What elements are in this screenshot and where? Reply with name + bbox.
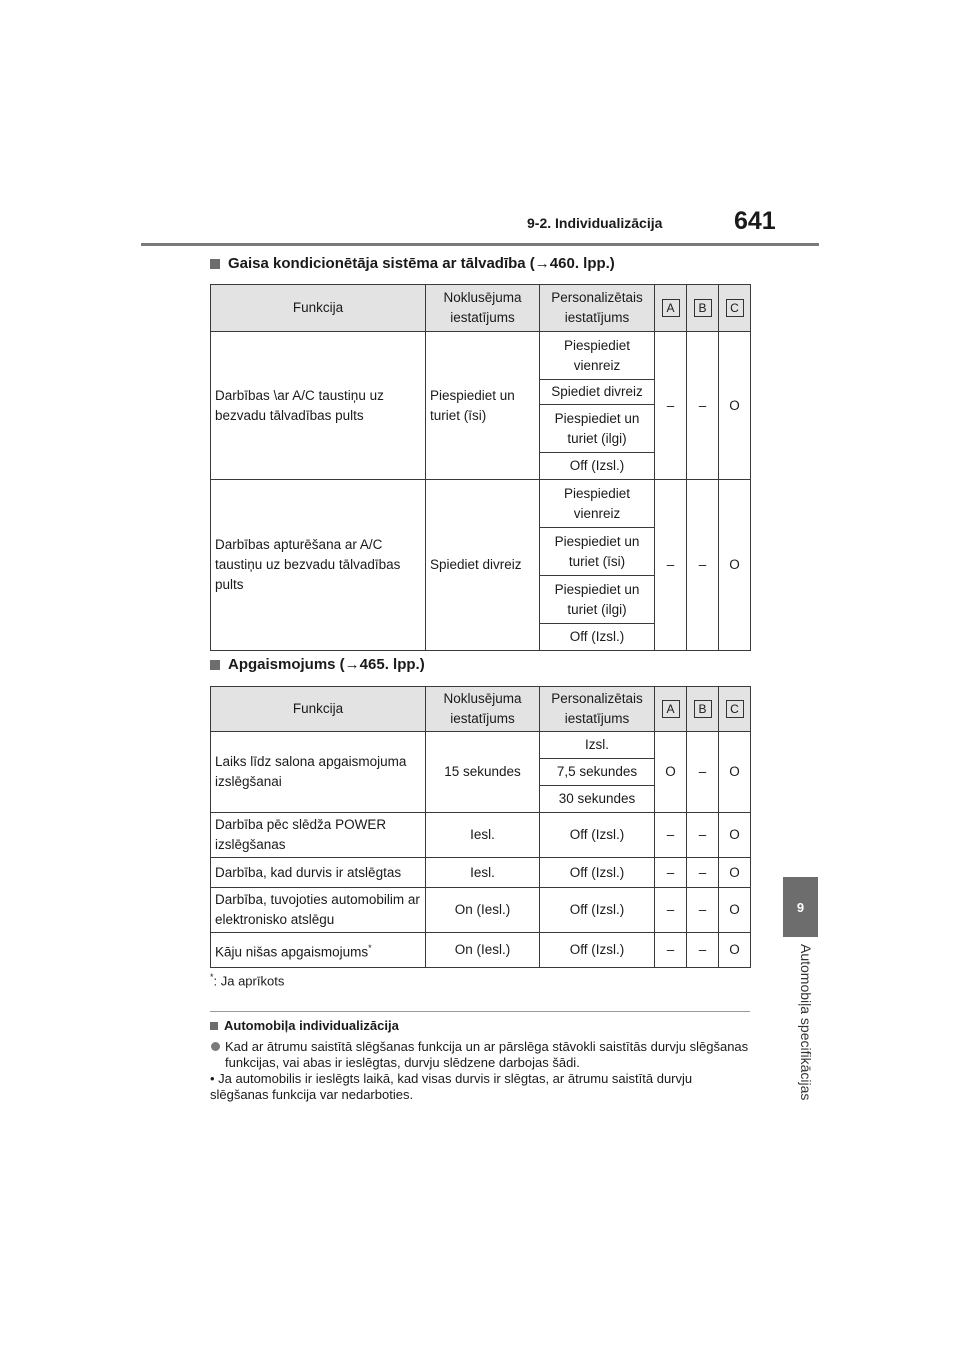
section-header: 9-2. Individualizācija	[527, 215, 663, 231]
a-cell: –	[655, 813, 687, 858]
header-a-label: A	[662, 299, 680, 317]
c-cell: O	[719, 332, 751, 480]
info-bullet-text: Kad ar ātrumu saistītā slēgšanas funkcija un ar pārslēga stāvokli saistītās durvju slēgšanas funkcijas, vai abas ir ieslēgtas, durvju slēdzene darbojas šādi.	[225, 1039, 749, 1070]
square-bullet-icon	[210, 1022, 218, 1030]
c-cell: O	[719, 732, 751, 813]
a-cell: –	[655, 933, 687, 968]
custom-cell: Off (Izsl.)	[540, 933, 655, 968]
option-cell: Spiediet divreiz	[540, 380, 655, 405]
b-cell: –	[687, 332, 719, 480]
custom-cell: Off (Izsl.)	[540, 813, 655, 858]
function-text: Kāju nišas apgaismojums	[215, 944, 369, 960]
section2-title	[210, 656, 425, 673]
header-b	[687, 285, 719, 332]
default-cell: On (Iesl.)	[426, 888, 540, 933]
option-cell: Izsl.	[540, 732, 655, 759]
header-rule	[141, 243, 819, 246]
c-cell: O	[719, 888, 751, 933]
option-cell: Piespiediet vienreiz	[540, 480, 655, 528]
header-custom: Personalizētais iestatījums	[540, 285, 655, 332]
info-bullet	[210, 1039, 750, 1071]
c-cell: O	[719, 813, 751, 858]
option-cell: Piespiediet vienreiz	[540, 332, 655, 380]
default-cell: On (Iesl.)	[426, 933, 540, 968]
function-cell: Darbība, tuvojoties automobilim ar elektronisko atslēgu	[211, 888, 426, 933]
header-b-label: B	[694, 299, 712, 317]
default-cell: Piespiediet un turiet (īsi)	[426, 332, 540, 480]
b-cell: –	[687, 888, 719, 933]
c-cell: O	[719, 933, 751, 968]
default-cell: Iesl.	[426, 858, 540, 888]
info-sub	[210, 1071, 750, 1103]
header-c	[719, 687, 751, 732]
option-cell: Piespiediet un turiet (ilgi)	[540, 576, 655, 624]
header-c-label: C	[726, 700, 744, 718]
header-b	[687, 687, 719, 732]
section1-title	[210, 255, 615, 272]
info-sub-text: • Ja automobilis ir ieslēgts laikā, kad visas durvis ir slēgtas, ar ātrumu saistītā durvju slēgšanas funkcija var nedarboties.	[210, 1071, 693, 1102]
function-cell	[211, 933, 426, 968]
option-cell: Piespiediet un turiet (ilgi)	[540, 405, 655, 453]
a-cell: –	[655, 888, 687, 933]
default-cell: Spiediet divreiz	[426, 480, 540, 651]
header-function: Funkcija	[211, 285, 426, 332]
header-a	[655, 285, 687, 332]
chapter-number: 9	[796, 899, 805, 915]
header-default: Noklusējuma iestatījums	[426, 687, 540, 732]
chapter-title: Automobiļa specifikācijas	[798, 944, 814, 1101]
square-bullet-icon	[210, 259, 220, 269]
circle-bullet-icon	[211, 1042, 220, 1051]
info-title-text: Automobiļa individualizācija	[224, 1018, 399, 1033]
header-c	[719, 285, 751, 332]
header-default: Noklusējuma iestatījums	[426, 285, 540, 332]
lighting-table	[210, 686, 751, 968]
option-cell: Piespiediet un turiet (īsi)	[540, 528, 655, 576]
header-a-label: A	[662, 700, 680, 718]
b-cell: –	[687, 858, 719, 888]
b-cell: –	[687, 933, 719, 968]
b-cell: –	[687, 480, 719, 651]
footnote-text: : Ja aprīkots	[213, 973, 285, 989]
page-number: 641	[734, 207, 776, 235]
header-c-label: C	[726, 299, 744, 317]
header-a	[655, 687, 687, 732]
option-cell: Off (Izsl.)	[540, 453, 655, 480]
default-cell: 15 sekundes	[426, 732, 540, 813]
option-cell: 7,5 sekundes	[540, 759, 655, 786]
function-cell: Laiks līdz salona apgaismojuma izslēgšanai	[211, 732, 426, 813]
c-cell: O	[719, 480, 751, 651]
custom-cell: Off (Izsl.)	[540, 858, 655, 888]
section1-title-text: Gaisa kondicionētāja sistēma ar tālvadība (→460. lpp.)	[228, 255, 615, 272]
default-cell: Iesl.	[426, 813, 540, 858]
a-cell: –	[655, 858, 687, 888]
b-cell: –	[687, 732, 719, 813]
info-title	[210, 1018, 399, 1033]
function-cell: Darbība pēc slēdža POWER izslēgšanas	[211, 813, 426, 858]
footnote-mark: *	[368, 942, 372, 953]
section2-title-text: Apgaismojums (→465. lpp.)	[228, 656, 425, 673]
function-cell: Darbības \ar A/C taustiņu uz bezvadu tālvadības pults	[211, 332, 426, 480]
a-cell: O	[655, 732, 687, 813]
b-cell: –	[687, 813, 719, 858]
header-function: Funkcija	[211, 687, 426, 732]
function-cell: Darbība, kad durvis ir atslēgtas	[211, 858, 426, 888]
option-cell: 30 sekundes	[540, 786, 655, 813]
separator	[210, 1011, 750, 1012]
footnote-mark: *	[210, 972, 214, 982]
chapter-tab	[783, 877, 818, 937]
option-cell: Off (Izsl.)	[540, 624, 655, 651]
c-cell: O	[719, 858, 751, 888]
function-cell: Darbības apturēšana ar A/C taustiņu uz bezvadu tālvadības pults	[211, 480, 426, 651]
footnote	[210, 972, 284, 988]
square-bullet-icon	[210, 660, 220, 670]
header-b-label: B	[694, 700, 712, 718]
custom-cell: Off (Izsl.)	[540, 888, 655, 933]
header-custom: Personalizētais iestatījums	[540, 687, 655, 732]
ac-remote-table	[210, 284, 751, 651]
a-cell: –	[655, 480, 687, 651]
a-cell: –	[655, 332, 687, 480]
